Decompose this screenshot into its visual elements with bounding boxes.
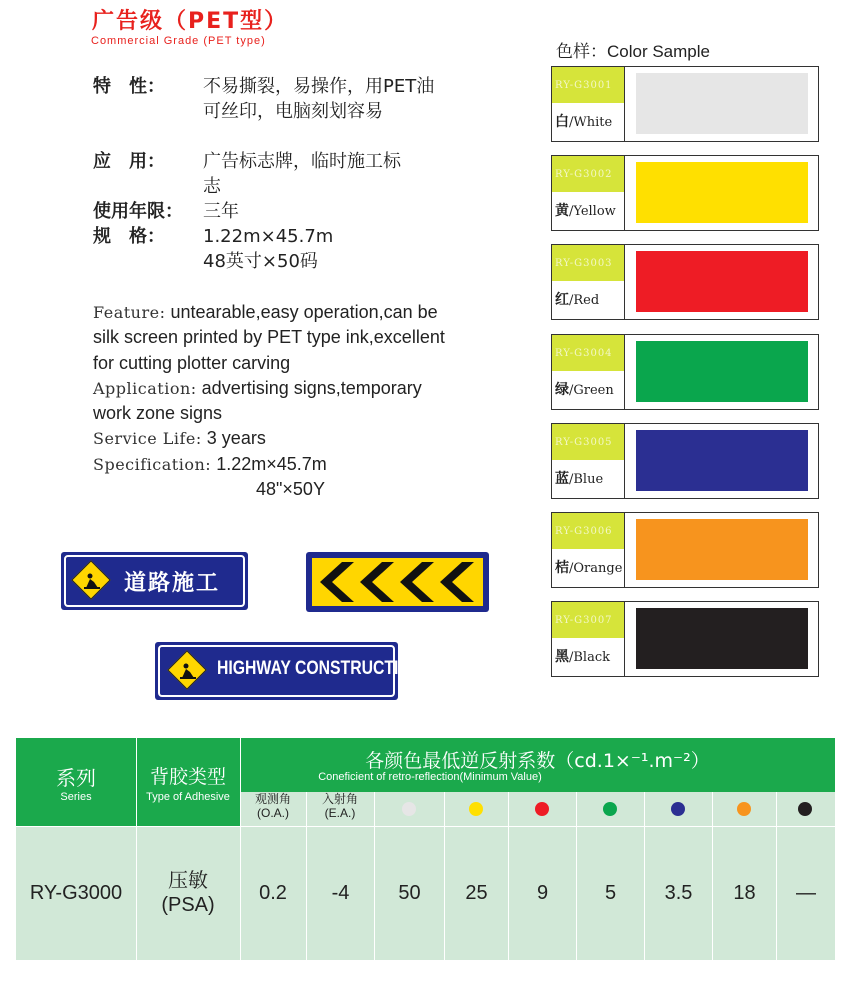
color-sample-title: 色样：Color Sample <box>556 42 710 61</box>
color-dot <box>469 802 483 816</box>
cell-ea: -4 <box>331 882 350 904</box>
worker-icon <box>79 568 105 594</box>
cell-series: RY-G3000 <box>29 882 123 904</box>
size-label-en: Specification: <box>93 454 212 474</box>
spec-english <box>93 300 453 502</box>
color-swatch <box>551 512 819 588</box>
col-series-cn: 系列 <box>56 766 96 790</box>
color-dot <box>603 802 617 816</box>
life-value-cn: 三年 <box>203 201 239 222</box>
col-adhesive-en: Type of Adhesive <box>146 791 230 803</box>
road-work-sign-cn <box>61 552 248 610</box>
color-swatch <box>551 66 819 142</box>
swatch-name: 白/White <box>555 114 613 130</box>
swatch-code: RY-G3004 <box>552 335 624 371</box>
sign-text-cn: 道路施工 <box>124 571 221 596</box>
size-value-2-en: 48"×50Y <box>256 479 325 500</box>
color-swatch <box>551 601 819 677</box>
cell-blue: 3.5 <box>664 882 693 904</box>
feature-en <box>93 300 453 376</box>
col-coefficient-cn: 各颜色最低逆反射系数（cd.1×⁻¹.m⁻²） <box>365 750 710 772</box>
size-en <box>93 452 453 477</box>
swatch-code: RY-G3007 <box>552 602 624 638</box>
product-subtitle: Commercial Grade (PET type) <box>91 35 266 47</box>
swatch-fill <box>636 341 808 402</box>
retro-reflection-table <box>16 738 835 960</box>
cell-oa: 0.2 <box>259 882 287 904</box>
feature-label-cn: 特 性： <box>93 76 165 97</box>
color-dot <box>671 802 685 816</box>
color-dot <box>737 802 751 816</box>
swatch-code: RY-G3005 <box>552 424 624 460</box>
feature-value-cn: 不易撕裂，易操作，用PET油可丝印，电脑刻划容易 <box>203 76 435 122</box>
life-en <box>93 426 453 451</box>
swatch-name: 红/Red <box>555 292 600 308</box>
swatch-fill <box>636 608 808 669</box>
color-swatch <box>551 423 819 499</box>
swatch-name: 黄/Yellow <box>555 203 616 219</box>
color-swatch <box>551 155 819 231</box>
col-ea: 入射角 (E.A.) <box>321 792 358 820</box>
color-swatch <box>551 244 819 320</box>
swatch-name: 蓝/Blue <box>555 471 604 487</box>
col-series-en: Series <box>60 791 92 803</box>
size-en-2 <box>93 477 453 502</box>
col-coefficient-en: Coneficient of retro-reflection(Minimum Value) <box>318 771 542 783</box>
swatch-name: 桔/Orange <box>555 560 623 576</box>
size-value-2-cn: 48英寸×50码 <box>203 251 318 272</box>
cell-green: 5 <box>604 882 617 904</box>
cell-white: 50 <box>398 882 421 904</box>
swatch-code: RY-G3003 <box>552 245 624 281</box>
application-label-cn: 应 用： <box>93 151 165 172</box>
application-value-cn: 广告标志牌，临时施工标志 <box>203 151 401 197</box>
cell-red: 9 <box>536 882 549 904</box>
cell-yellow: 25 <box>465 882 488 904</box>
life-label-cn: 使用年限： <box>93 201 183 222</box>
swatch-name: 黑/Black <box>555 649 610 665</box>
color-dot <box>798 802 812 816</box>
color-dot <box>402 802 416 816</box>
feature-label-en: Feature: <box>93 303 166 322</box>
color-dot <box>535 802 549 816</box>
swatch-code: RY-G3002 <box>552 156 624 192</box>
sign-text-en: HIGHWAY CONSTRUCTION <box>217 658 423 679</box>
swatch-code: RY-G3006 <box>552 513 624 549</box>
swatch-fill <box>636 162 808 223</box>
highway-construction-sign <box>155 642 423 700</box>
life-label-en: Service Life: <box>93 429 202 449</box>
cell-orange: 18 <box>733 882 756 904</box>
col-oa: 观测角 (O.A.) <box>254 792 291 820</box>
swatch-name: 绿/Green <box>555 382 614 398</box>
swatch-fill <box>636 73 808 134</box>
swatch-fill <box>636 519 808 580</box>
color-swatch <box>551 334 819 410</box>
worker-icon-2 <box>175 658 201 684</box>
application-label-en: Application: <box>93 378 197 398</box>
size-value-1-cn: 1.22m×45.7m <box>203 226 334 247</box>
cell-adhesive: 压敏 (PSA) <box>161 870 215 916</box>
cell-black: — <box>796 882 816 904</box>
swatch-code: RY-G3001 <box>552 67 624 103</box>
chevron-sign <box>306 552 489 612</box>
size-label-cn: 规 格： <box>93 226 165 247</box>
feature-value-en: untearable,easy operation,can be silk screen printed by PET type ink,excellent for cutting plotter carving <box>93 302 445 373</box>
swatch-fill <box>636 430 808 491</box>
size-value-1-en: 1.22m×45.7m <box>216 453 327 474</box>
life-value-en: 3 years <box>206 428 266 449</box>
product-title: 广告级（PET型） <box>92 9 289 34</box>
application-value-en: advertising signs,temporary work zone signs <box>93 377 422 424</box>
chevron-arrows-icon <box>312 558 483 606</box>
col-adhesive-cn: 背胶类型 <box>149 766 226 788</box>
application-en <box>93 376 453 427</box>
swatch-fill <box>636 251 808 312</box>
